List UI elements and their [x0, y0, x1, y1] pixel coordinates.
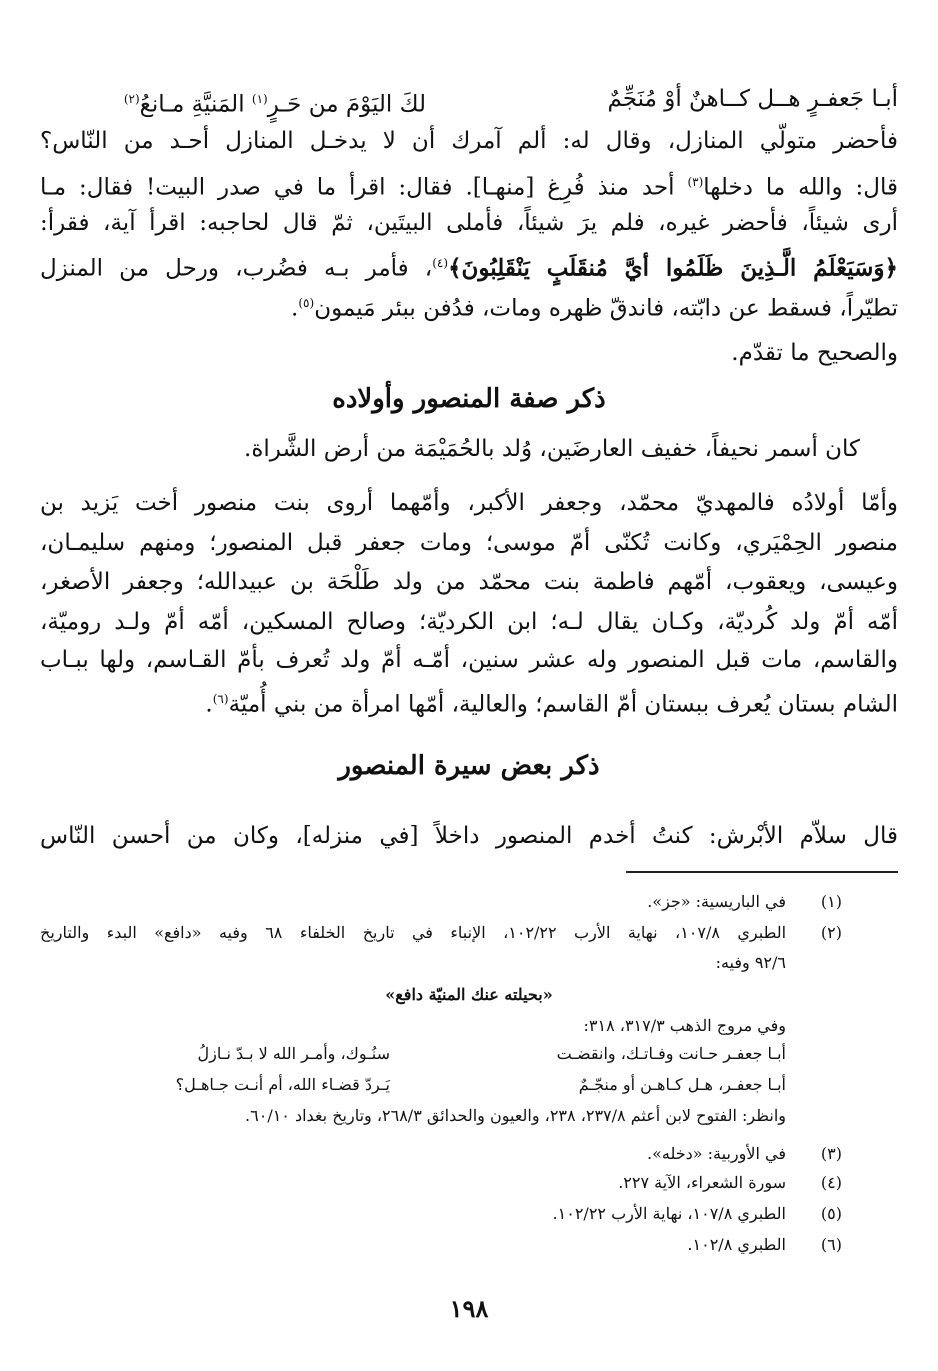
body-line: والقاسم، مات قبل المنصور وله عشر سنين، أمّـه أمّ ولد تُعرف بأمّ القـاسم، ولها ببـاب: [40, 647, 898, 673]
body-text: .: [291, 295, 299, 322]
footnote-text: ٩٢/٦ وفيه:: [715, 953, 786, 972]
footnote-text: الطبري ١٠٧/٨، نهاية الأرب ١٠٢/٢٢.: [552, 1204, 786, 1223]
footnote-number: (٤): [820, 1173, 842, 1192]
footnote-verse-hemistich: أبـا جعفـر حـانت وفـاتـك، وانقضـت: [556, 1044, 786, 1063]
body-line: [40, 167, 898, 203]
body-text: ، فأمر بـه فضُرب، ورحل من المنزل: [40, 255, 433, 282]
footnote-quote: «بحيلته عنك المنيّة دافع»: [385, 985, 553, 1004]
footnote-ref[interactable]: (٥): [298, 296, 315, 310]
body-line: أرى شيئاً، فأحضر غيره، فلم يرَ شيئاً، فأملى البيتَين، ثمّ قال لحاجبه: اقرأ آية، فقرأ:: [40, 210, 898, 236]
footnote-number: (٢): [820, 923, 842, 942]
body-text: تطيّراً، فسقط عن دابّته، فاندقّ ظهره ومات، فدُفن ببئر مَيمون: [314, 295, 898, 322]
footnote-ref[interactable]: (٦): [212, 692, 229, 706]
body-text: قال: والله ما دخلها: [703, 174, 899, 201]
footnote-verse-hemistich: أبـا جعفـر، هـل كـاهـن أو منجّـمٌ: [578, 1075, 786, 1094]
body-line: أمّه أمّ ولد كُرديّة، وكـان يقال لـه؛ ابن الكرديّة؛ وصالح المسكين، أمّه أمّ ولـد روميّة،: [40, 609, 898, 635]
body-line: وأمّا أولادُه فالمهديّ محمّد، وجعفر الأكبر، وأمّهما أروى بنت منصور أخت يَزيد بن: [40, 490, 898, 516]
section-heading: ذكر صفة المنصور وأولاده: [332, 384, 606, 414]
body-line: فأحضر متولّي المنازل، وقال له: ألم آمرك أن لا يدخـل المنازل أحـد من النّاس؟: [40, 128, 898, 154]
footnote-text: الطبري ١٠٧/٨، نهاية الأرب ١٠٢/٢٢، الإنباء في تاريخ الخلفاء ٦٨ وفيه «دافع» البدء والتاريخ: [40, 923, 787, 942]
verse-text: المَنيَّةِ مـانعُ: [139, 91, 252, 118]
page-number: ١٩٨: [449, 1294, 489, 1323]
quran-quote: ﴿وَسَيَعْلَمُ الَّـذِينَ ظَلَمُوا أيَّ مُنقَلَبٍ يَنْقَلِبُونَ﴾: [448, 254, 898, 282]
body-line: كان أسمر نحيفاً، خفيف العارضَين، وُلد بالحُمَيْمَة من أرض الشَّراة.: [244, 436, 860, 462]
footnote-verse-hemistich: يَـردّ قضـاء الله، أم أنـت جـاهـل؟: [175, 1075, 390, 1094]
body-text: .: [205, 691, 213, 718]
footnote-ref[interactable]: (٢): [123, 92, 140, 106]
footnote-text: في الأوربية: «دخله».: [647, 1144, 786, 1163]
body-line: منصور الحِمْيَري، وكانت تُكنّى أمّ موسى؛ ومات جعفر قبل المنصور؛ ومنهم سليمـان،: [40, 530, 898, 556]
footnote-ref[interactable]: (٤): [432, 256, 449, 270]
footnote-text: وفي مروج الذهب ٣١٧/٣، ٣١٨:: [583, 1016, 786, 1035]
section-heading: ذكر بعض سيرة المنصور: [338, 751, 600, 781]
footnote-ref[interactable]: (٣): [687, 175, 704, 189]
body-line: [40, 288, 898, 324]
footnote-number: (٣): [820, 1144, 842, 1163]
footnote-number: (٦): [820, 1235, 842, 1254]
footnote-separator: [626, 871, 898, 873]
footnote-text: وانظر: الفتوح لابن أعثم ٢٣٧/٨، ٢٣٨، والعيون والحدائق ٢٦٨/٣، وتاريخ بغداد ٦٠/١٠.: [245, 1106, 786, 1125]
body-line: [40, 248, 898, 284]
body-text: أحد منذ فُرِغ [منهـا]. فقال: اقرأ ما في صدر البيت! فقال: مـا: [40, 174, 688, 201]
body-line: وعيسى، ويعقوب، أمّهم فاطمة بنت محمّد من ولد طَلْحَة بن عبيدالله؛ وجعفر الأصغر،: [40, 569, 898, 595]
footnote-ref[interactable]: (١): [251, 92, 268, 106]
body-line: والصحيح ما تقدّم.: [731, 340, 898, 366]
verse-text: أبـا جَعفـرٍ هــل كــاهنٌ أوْ مُنَجِّمٌ: [607, 86, 898, 112]
footnote-text: الطبري ١٠٢/٨.: [687, 1235, 786, 1254]
verse-top-left-hemistich: [96, 84, 426, 120]
body-line: قال سلاّم الأبْرش: كنتُ أخدم المنصور داخلاً [في منزله]، وكان من أحسن النّاس: [40, 823, 898, 849]
verse-text: لكَ اليَوْمَ من حَـرٍ: [267, 91, 426, 118]
footnote-text: في الباريسية: «جز».: [647, 892, 786, 911]
footnote-number: (١): [820, 892, 842, 911]
verse-top-right-hemistich: [478, 84, 898, 114]
body-text: الشام بستان يُعرف ببستان أمّ القاسم؛ والعالية، أمّها امرأة من بني أُميّة: [228, 691, 898, 718]
body-line: [40, 684, 898, 720]
footnote-number: (٥): [820, 1204, 842, 1223]
footnote-text: سورة الشعراء، الآية ٢٢٧.: [618, 1173, 786, 1192]
footnote-verse-hemistich: سنُـوك، وأمـر الله لا بـدّ نـازلُ: [197, 1044, 390, 1063]
